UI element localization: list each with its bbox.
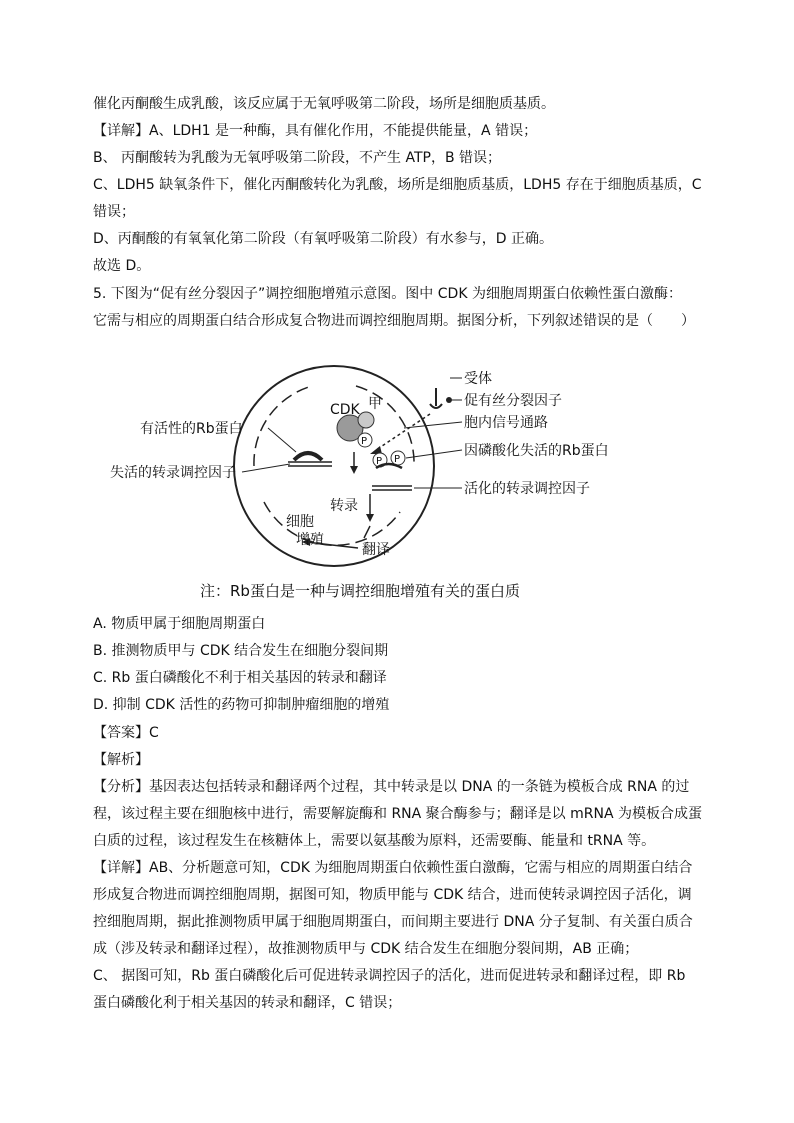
arrow — [364, 526, 370, 538]
label-phosphate: P — [376, 456, 383, 467]
label-translation: 翻译 — [362, 542, 390, 558]
label-phosphate: P — [361, 436, 368, 447]
analysis-line: 【分析】基因表达包括转录和翻译两个过程，其中转录是以 DNA 的一条链为模板合成 RNA 的过 — [93, 779, 690, 795]
label-signal-pathway: 胞内信号通路 — [464, 415, 548, 431]
analysis-title: 【解析】 — [93, 752, 149, 768]
leader-line — [268, 428, 296, 452]
arrow — [366, 514, 374, 522]
paragraph: 错误； — [93, 204, 135, 220]
option-c: C. Rb 蛋白磷酸化不利于相关基因的转录和翻译 — [93, 670, 387, 686]
analysis-line: 控细胞周期，据此推测物质甲属于细胞周期蛋白，而间期主要进行 DNA 分子复制、有关蛋白质合 — [93, 914, 693, 930]
label-jia: 甲 — [368, 396, 382, 412]
paragraph: 催化丙酮酸生成乳酸，该反应属于无氧呼吸第二阶段，场所是细胞质基质。 — [93, 96, 555, 112]
diagram-note: 注：Rb蛋白是一种与调控细胞增殖有关的蛋白质 — [200, 582, 520, 600]
analysis-line: 白质的过程，该过程发生在核糖体上，需要以氨基酸为原料，还需要酶、能量和 tRNA 等。 — [93, 833, 656, 849]
paragraph: D、丙酮酸的有氧氧化第二阶段（有氧呼吸第二阶段）有水参与，D 正确。 — [93, 231, 554, 247]
analysis-line: 程，该过程主要在细胞核中进行，需要解旋酶和 RNA 聚合酶参与；翻译是以 mRNA 为模板合成蛋 — [93, 806, 702, 822]
paragraph: C、LDH5 缺氧条件下，催化丙酮酸转化为乳酸，场所是细胞质基质，LDH5 存在于细胞质基质，C — [93, 177, 702, 193]
label-cell: 细胞 — [286, 514, 314, 530]
label-receptor: 受体 — [464, 371, 492, 387]
label-phosphorylated-rb: 因磷酸化失活的Rb蛋白 — [464, 443, 609, 459]
label-cdk: CDK — [330, 402, 360, 418]
question-stem: 它需与相应的周期蛋白结合形成复合物进而调控细胞周期。据图分析，下列叙述错误的是（ ） — [93, 313, 695, 329]
label-proliferation: 增殖 — [296, 532, 324, 548]
arrow — [350, 466, 358, 474]
cell-membrane — [234, 366, 434, 566]
analysis-line: 蛋白磷酸化利于相关基因的转录和翻译，C 错误； — [93, 995, 402, 1011]
paragraph: 故选 D。 — [93, 258, 151, 274]
label-mitogen: 促有丝分裂因子 — [464, 393, 562, 409]
question-stem: 5. 下图为“促有丝分裂因子”调控细胞增殖示意图。图中 CDK 为细胞周期蛋白依赖性蛋白激酶： — [93, 286, 682, 302]
mitogen-icon — [446, 397, 452, 403]
paragraph: B、 丙酮酸转为乳酸为无氧呼吸第二阶段，不产生 ATP，B 错误； — [93, 150, 502, 166]
analysis-line: 成（涉及转录和翻译过程），故推测物质甲与 CDK 结合发生在细胞分裂间期，AB 正确； — [93, 941, 639, 957]
paragraph: 【详解】A、LDH1 是一种酶，具有催化作用，不能提供能量，A 错误； — [93, 123, 538, 139]
label-inactive-factor: 失活的转录调控因子 — [110, 465, 236, 481]
label-active-rb: 有活性的Rb蛋白 — [140, 421, 243, 437]
label-transcription: 转录 — [330, 498, 358, 514]
label-phosphate: P — [394, 454, 401, 465]
option-b: B. 推测物质甲与 CDK 结合发生在细胞分裂间期 — [93, 643, 389, 659]
option-d: D. 抑制 CDK 活性的药物可抑制肿瘤细胞的增殖 — [93, 697, 390, 713]
answer: 【答案】C — [93, 725, 159, 741]
rb-protein-active-icon — [294, 453, 322, 460]
cyclin-jia-icon — [358, 412, 374, 428]
cell-diagram — [100, 362, 660, 574]
label-active-factor: 活化的转录调控因子 — [464, 481, 590, 497]
option-a: A. 物质甲属于细胞周期蛋白 — [93, 616, 266, 632]
analysis-line: 【详解】AB、分析题意可知，CDK 为细胞周期蛋白依赖性蛋白激酶，它需与相应的周期蛋白结合 — [93, 860, 693, 876]
analysis-line: C、 据图可知，Rb 蛋白磷酸化后可促进转录调控因子的活化，进而促进转录和翻译过程，即 Rb — [93, 968, 686, 984]
leader-line — [242, 464, 290, 472]
analysis-line: 形成复合物进而调控细胞周期，据图可知，物质甲能与 CDK 结合，进而使转录调控因子活化，调 — [93, 887, 692, 903]
